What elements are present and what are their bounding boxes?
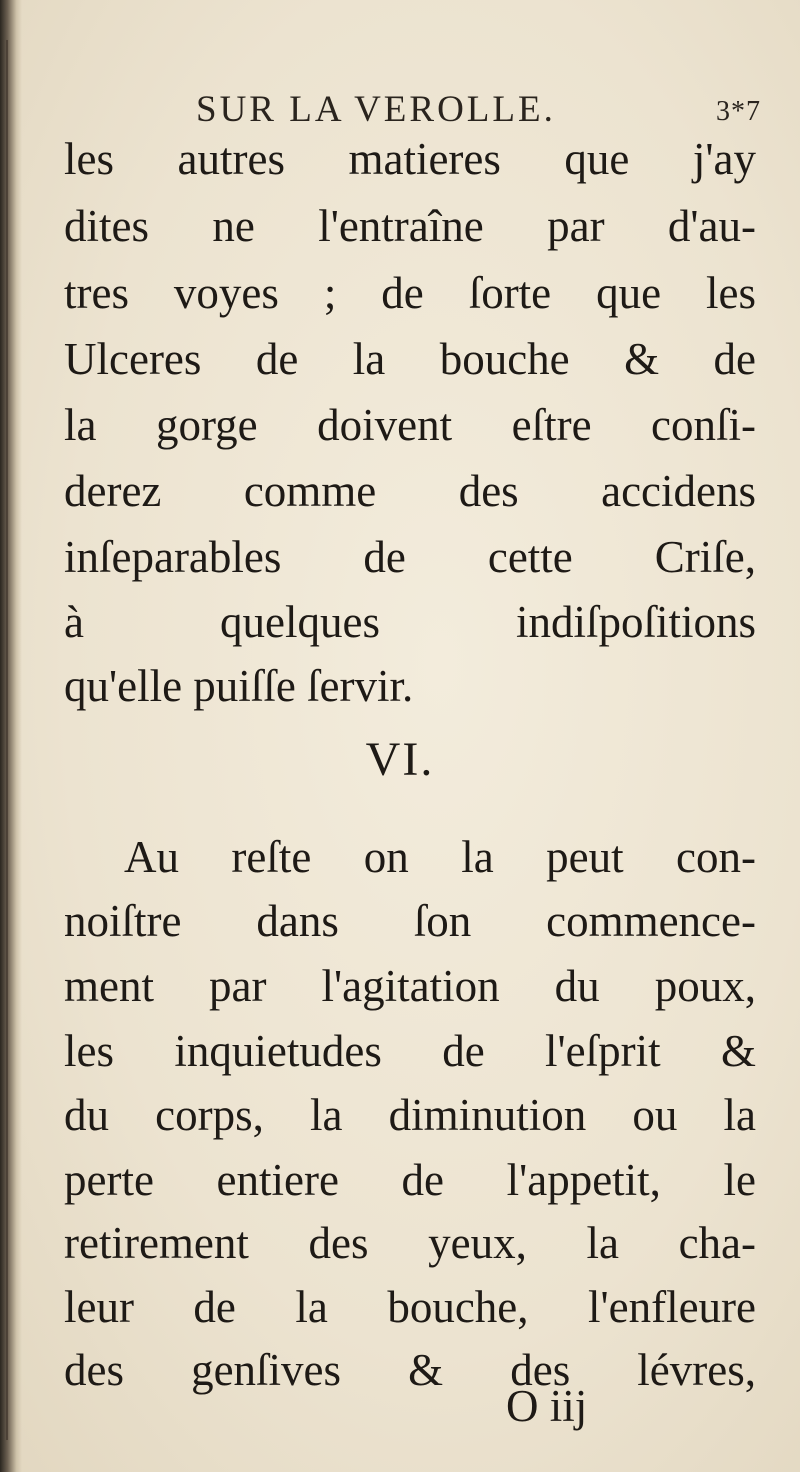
text-line: Ulceres de la bouche & de: [64, 334, 756, 384]
text-line: perte entiere de l'appetit, le: [64, 1155, 756, 1205]
signature-mark: O iij: [506, 1381, 588, 1431]
text-line: à quelques indiſpoſitions: [64, 597, 756, 647]
text-line: Au reſte on la peut con-: [124, 832, 756, 882]
text-line: derez comme des accidens: [64, 466, 756, 516]
text-line: qu'elle puiſſe ſervir.: [64, 661, 414, 711]
text-line: les inquietudes de l'eſprit &: [64, 1026, 756, 1076]
text-line: des genſives & des lévres,: [64, 1345, 756, 1395]
text-line: du corps, la diminution ou la: [64, 1090, 756, 1140]
text-line: tres voyes ; de ſorte que les: [64, 268, 756, 318]
text-line: les autres matieres que j'ay: [64, 134, 756, 184]
page-number: 3*7: [716, 96, 761, 127]
running-head-title: SUR LA VEROLLE.: [196, 89, 556, 130]
text-line: inſeparables de cette Criſe,: [64, 532, 756, 582]
section-number: VI.: [365, 733, 435, 786]
text-line: la gorge doivent eſtre conſi-: [64, 400, 756, 450]
text-line: dites ne l'entraîne par d'au-: [64, 201, 756, 251]
text-line: leur de la bouche, l'enfleure: [64, 1282, 756, 1332]
text-line: noiſtre dans ſon commence-: [64, 896, 756, 946]
text-line: retirement des yeux, la cha-: [64, 1218, 756, 1268]
text-line: ment par l'agitation du poux,: [64, 961, 756, 1011]
